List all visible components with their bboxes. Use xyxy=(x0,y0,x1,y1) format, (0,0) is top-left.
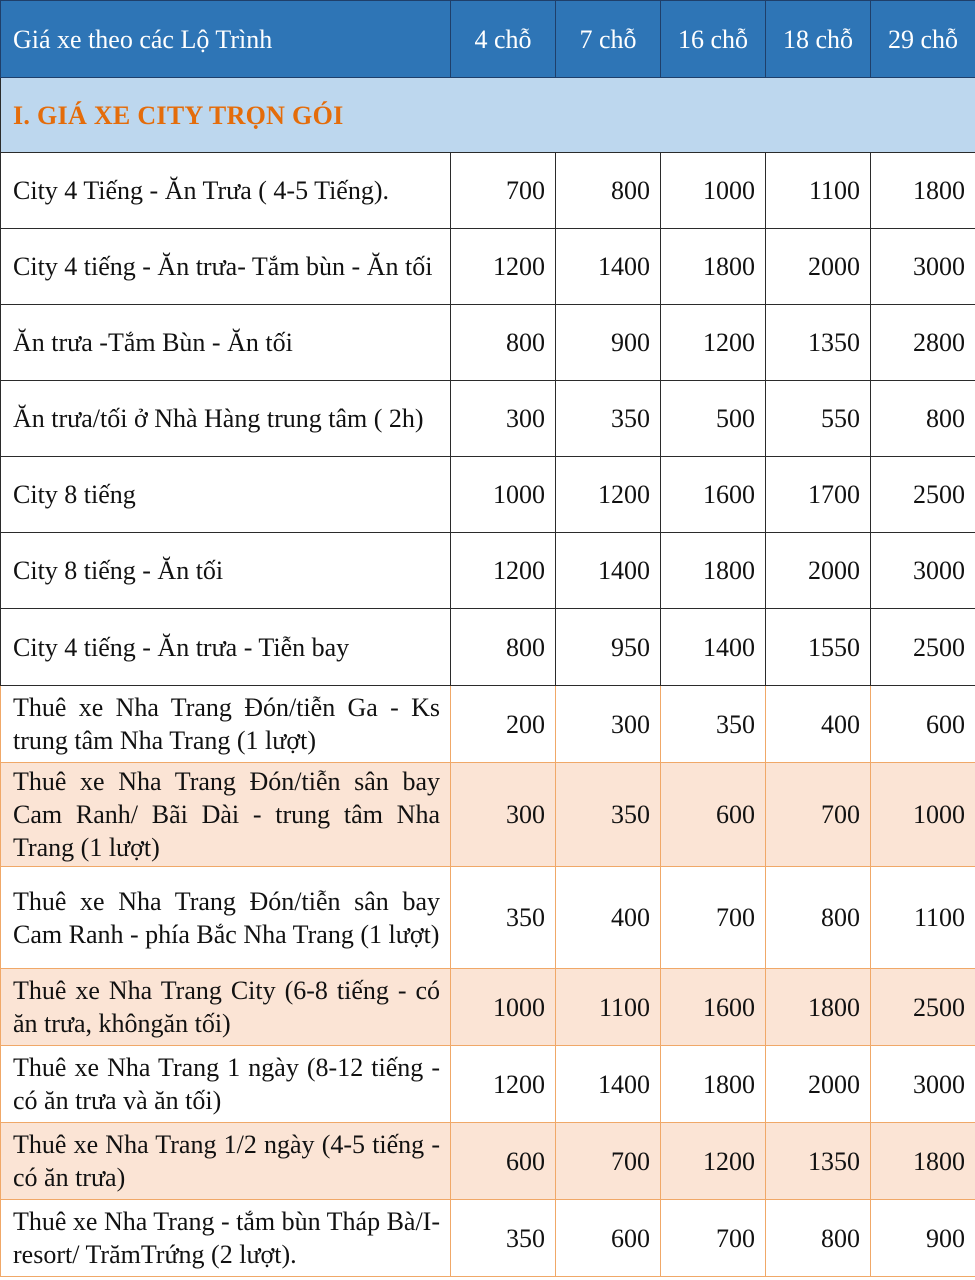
price-cell: 350 xyxy=(661,686,766,763)
price-cell: 1350 xyxy=(766,1123,871,1200)
route-cell: Thuê xe Nha Trang City (6-8 tiếng - có ăn trưa, khôngăn tối) xyxy=(1,969,451,1046)
table-row xyxy=(1,533,975,609)
price-cell: 200 xyxy=(451,686,556,763)
price-cell: 1800 xyxy=(871,1123,975,1200)
route-cell: Ăn trưa/tối ở Nhà Hàng trung tâm ( 2h) xyxy=(1,381,451,457)
price-cell: 400 xyxy=(556,867,661,969)
section-row xyxy=(1,78,975,153)
price-cell: 1800 xyxy=(661,1046,766,1123)
header-7-seats: 7 chỗ xyxy=(556,1,661,78)
price-cell: 800 xyxy=(451,305,556,381)
price-cell: 1400 xyxy=(556,533,661,609)
price-cell: 900 xyxy=(871,1200,975,1277)
table-row xyxy=(1,457,975,533)
table-row xyxy=(1,763,975,867)
price-cell: 700 xyxy=(661,1200,766,1277)
price-cell: 500 xyxy=(661,381,766,457)
price-cell: 350 xyxy=(451,867,556,969)
route-cell: Thuê xe Nha Trang Đón/tiễn sân bay Cam Ranh/ Bãi Dài - trung tâm Nha Trang (1 lượt) xyxy=(1,763,451,867)
table-row xyxy=(1,609,975,686)
price-cell: 2500 xyxy=(871,969,975,1046)
price-cell: 300 xyxy=(451,763,556,867)
route-cell: Thuê xe Nha Trang Đón/tiễn sân bay Cam Ranh - phía Bắc Nha Trang (1 lượt) xyxy=(1,867,451,969)
table-row xyxy=(1,1046,975,1123)
price-cell: 1800 xyxy=(766,969,871,1046)
price-cell: 1200 xyxy=(451,1046,556,1123)
route-cell: City 4 tiếng - Ăn trưa - Tiễn bay xyxy=(1,609,451,686)
table-row xyxy=(1,229,975,305)
table-row xyxy=(1,686,975,763)
price-cell: 1000 xyxy=(451,969,556,1046)
price-cell: 2000 xyxy=(766,1046,871,1123)
price-cell: 1200 xyxy=(556,457,661,533)
price-cell: 1400 xyxy=(556,229,661,305)
price-cell: 350 xyxy=(556,381,661,457)
route-cell: Ăn trưa -Tắm Bùn - Ăn tối xyxy=(1,305,451,381)
route-cell: Thuê xe Nha Trang Đón/tiễn Ga - Ks trung tâm Nha Trang (1 lượt) xyxy=(1,686,451,763)
header-route: Giá xe theo các Lộ Trình xyxy=(1,1,451,78)
route-cell: Thuê xe Nha Trang 1/2 ngày (4-5 tiếng - có ăn trưa) xyxy=(1,1123,451,1200)
price-cell: 600 xyxy=(451,1123,556,1200)
price-cell: 350 xyxy=(451,1200,556,1277)
price-cell: 600 xyxy=(871,686,975,763)
price-cell: 1200 xyxy=(661,305,766,381)
route-cell: Thuê xe Nha Trang 1 ngày (8-12 tiếng - có ăn trưa và ăn tối) xyxy=(1,1046,451,1123)
price-cell: 1400 xyxy=(556,1046,661,1123)
price-cell: 1800 xyxy=(871,153,975,229)
table-row xyxy=(1,867,975,969)
price-cell: 1350 xyxy=(766,305,871,381)
price-cell: 350 xyxy=(556,763,661,867)
header-29-seats: 29 chỗ xyxy=(871,1,975,78)
price-cell: 1000 xyxy=(661,153,766,229)
price-cell: 3000 xyxy=(871,229,975,305)
price-cell: 2500 xyxy=(871,457,975,533)
price-cell: 1200 xyxy=(661,1123,766,1200)
price-cell: 1550 xyxy=(766,609,871,686)
table-row xyxy=(1,1200,975,1277)
price-cell: 800 xyxy=(556,153,661,229)
table-row xyxy=(1,969,975,1046)
price-cell: 2000 xyxy=(766,229,871,305)
price-cell: 1100 xyxy=(766,153,871,229)
price-cell: 1700 xyxy=(766,457,871,533)
price-cell: 1100 xyxy=(556,969,661,1046)
price-cell: 400 xyxy=(766,686,871,763)
price-cell: 1400 xyxy=(661,609,766,686)
price-cell: 800 xyxy=(766,1200,871,1277)
route-cell: City 8 tiếng - Ăn tối xyxy=(1,533,451,609)
price-cell: 1600 xyxy=(661,457,766,533)
route-cell: Thuê xe Nha Trang - tắm bùn Tháp Bà/I-resort/ TrămTrứng (2 lượt). xyxy=(1,1200,451,1277)
price-cell: 1200 xyxy=(451,533,556,609)
price-cell: 600 xyxy=(661,763,766,867)
header-18-seats: 18 chỗ xyxy=(766,1,871,78)
table-row xyxy=(1,153,975,229)
price-cell: 550 xyxy=(766,381,871,457)
price-cell: 2500 xyxy=(871,609,975,686)
price-cell: 900 xyxy=(556,305,661,381)
price-cell: 300 xyxy=(556,686,661,763)
price-cell: 950 xyxy=(556,609,661,686)
table-row xyxy=(1,381,975,457)
price-cell: 1800 xyxy=(661,533,766,609)
header-16-seats: 16 chỗ xyxy=(661,1,766,78)
price-cell: 1000 xyxy=(871,763,975,867)
price-cell: 3000 xyxy=(871,1046,975,1123)
route-cell: City 8 tiếng xyxy=(1,457,451,533)
header-4-seats: 4 chỗ xyxy=(451,1,556,78)
price-cell: 800 xyxy=(871,381,975,457)
price-cell: 300 xyxy=(451,381,556,457)
price-cell: 3000 xyxy=(871,533,975,609)
route-cell: City 4 tiếng - Ăn trưa- Tắm bùn - Ăn tối xyxy=(1,229,451,305)
header-row xyxy=(1,1,975,78)
price-cell: 2000 xyxy=(766,533,871,609)
route-cell: City 4 Tiếng - Ăn Trưa ( 4-5 Tiếng). xyxy=(1,153,451,229)
price-cell: 800 xyxy=(766,867,871,969)
price-cell: 1200 xyxy=(451,229,556,305)
price-cell: 600 xyxy=(556,1200,661,1277)
price-cell: 700 xyxy=(766,763,871,867)
table-row xyxy=(1,1123,975,1200)
price-cell: 700 xyxy=(556,1123,661,1200)
price-cell: 1000 xyxy=(451,457,556,533)
price-cell: 1600 xyxy=(661,969,766,1046)
price-cell: 700 xyxy=(661,867,766,969)
price-cell: 1100 xyxy=(871,867,975,969)
price-cell: 800 xyxy=(451,609,556,686)
price-cell: 2800 xyxy=(871,305,975,381)
section-title: I. GIÁ XE CITY TRỌN GÓI xyxy=(1,78,975,153)
price-cell: 1800 xyxy=(661,229,766,305)
table-row xyxy=(1,305,975,381)
price-cell: 700 xyxy=(451,153,556,229)
